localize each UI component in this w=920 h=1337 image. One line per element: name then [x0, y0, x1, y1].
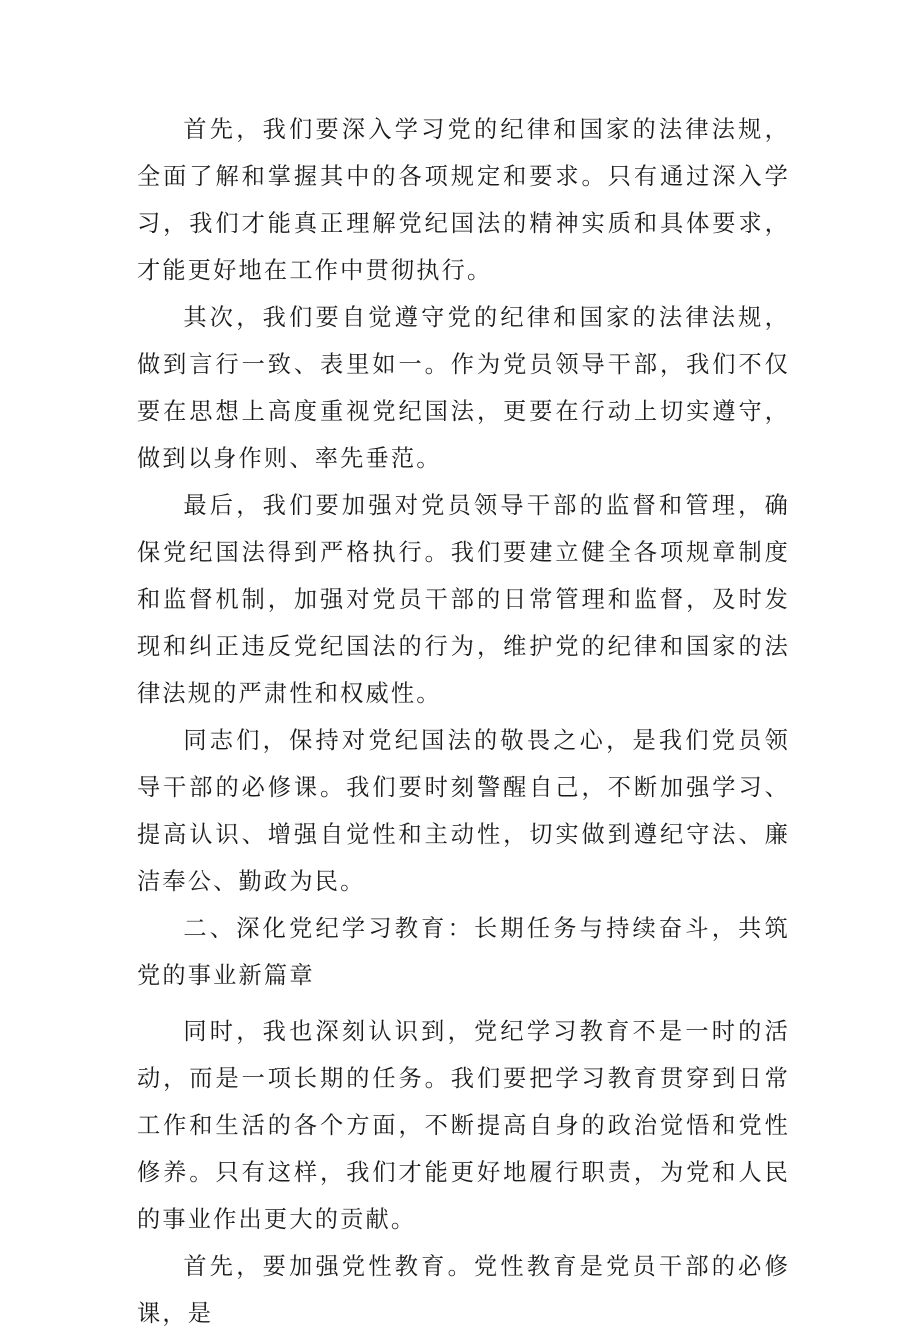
paragraph-observe-discipline: 其次，我们要自觉遵守党的纪律和国家的法律法规，做到言行一致、表里如一。作为党员领导干部，我们不仅要在思想上高度重视党纪国法，更要在行动上切实遵守，做到以身作则、率先垂范。	[137, 304, 790, 472]
paragraph-comrades: 同志们，保持对党纪国法的敬畏之心，是我们党员领导干部的必修课。我们要时刻警醒自己，不断加强学习、提高认识、增强自觉性和主动性，切实做到遵纪守法、廉洁奉公、勤政为民。	[137, 727, 790, 895]
paragraph-party-spirit-education: 首先，要加强党性教育。党性教育是党员干部的必修课，是	[137, 1253, 790, 1327]
paragraph-supervision: 最后，我们要加强对党员领导干部的监督和管理，确保党纪国法得到严格执行。我们要建立健全各项规章制度和监督机制，加强对党员干部的日常管理和监督，及时发现和纠正违反党纪国法的行为，维护党的纪律和国家的法律法规的严肃性和权威性。	[137, 492, 790, 707]
section-heading-two: 二、深化党纪学习教育：长期任务与持续奋斗，共筑党的事业新篇章	[137, 915, 790, 989]
paragraph-study-discipline: 首先，我们要深入学习党的纪律和国家的法律法规，全面了解和掌握其中的各项规定和要求。只有通过深入学习，我们才能真正理解党纪国法的精神实质和具体要求，才能更好地在工作中贯彻执行。	[137, 116, 790, 284]
document-page	[137, 106, 790, 1337]
paragraph-long-term-task: 同时，我也深刻认识到，党纪学习教育不是一时的活动，而是一项长期的任务。我们要把学习教育贯穿到日常工作和生活的各个方面，不断提高自身的政治觉悟和党性修养。只有这样，我们才能更好地履行职责，为党和人民的事业作出更大的贡献。	[137, 1018, 790, 1233]
